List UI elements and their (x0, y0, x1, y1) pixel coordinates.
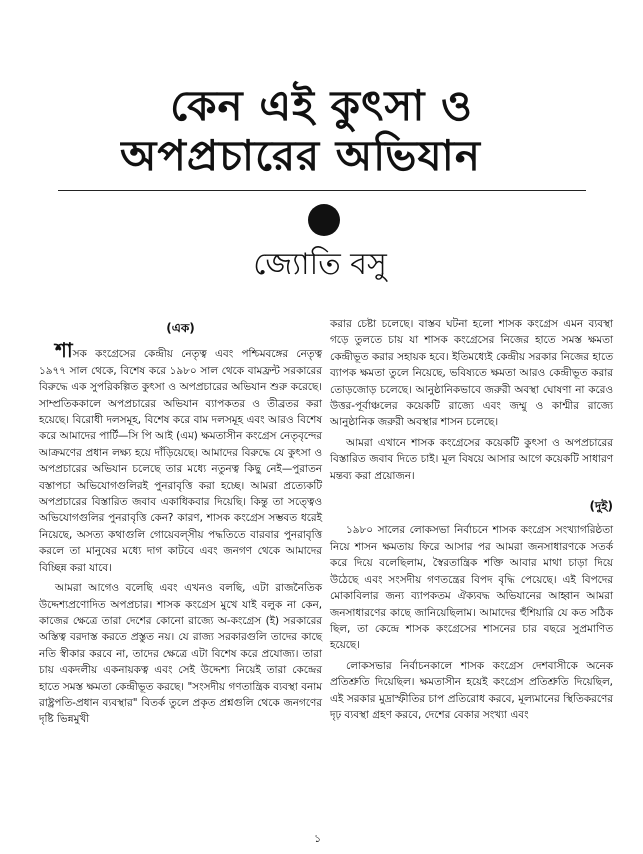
headline-line-2: অপপ্রচারের অভিযান (120, 131, 481, 180)
section-heading-one: (এক) (166, 321, 195, 335)
title-divider (58, 190, 586, 191)
paragraph: আমরা এখানে শাসক কংগ্রেসের কয়েকটি কুৎসা ও অপপ্রচারের বিস্তারিত জবাব দিতে চাই। মূল বিষয়ে আসার আগে কয়েকটি সাধারণ মন্তব্য করা প্রয়োজন। (330, 436, 613, 482)
right-column (330, 316, 613, 727)
left-column (39, 316, 322, 732)
section-heading-two: (দুই) (589, 499, 613, 514)
ornament-dot (308, 204, 340, 236)
paragraph: ১৯৮০ সালের লোকসভা নির্বাচনে শাসক কংগ্রেস সংখ্যাগরিষ্ঠতা নিয়ে শাসন ক্ষমতায় ফিরে আসার পর আমরা জনসাধারণকে সতর্ক করে দিয়ে বলেছিলাম, স্বৈরতান্ত্রিক শক্তি আবার মাথা চাড়া দিয়ে উঠেছে এবং সংসদীয় গণতন্ত্রের বিপদ বৃদ্ধি পেয়েছে। এই বিপদের মোকাবিলার জন্য ব্যাপকতম ঐক্যবদ্ধ অভিযানের আহ্বান আমরা জনসাধারণের কাছে জানিয়েছিলাম। আমাদের হুঁশিয়ারি যে কত সঠিক ছিল, তা কেন্দ্রে শাসক কংগ্রেসের শাসনের চার বছরে সুপ্রমাণিত হয়েছে। (330, 524, 613, 652)
drop-cap: শা (55, 338, 73, 363)
page-number: ১ (314, 832, 322, 845)
paragraph: আমরা আগেও বলেছি এবং এখনও বলছি, এটা রাজনৈতিক উদ্দেশ্যপ্রণোদিত অপপ্রচার। শাসক কংগ্রেস মুখে যাই বলুক না কেন, কাজের ক্ষেত্রে তারা দেশের কোনো রাজ্যে অ-কংগ্রেস (ই) সরকারের অস্তিত্ব বরদাস্ত করতে প্রস্তুত নয়। যে রাজ্য সরকারগুলি তাদের কাছে নতি স্বীকার করবে না, তাদের ক্ষেত্রে এটা বিশেষ করে প্রযোজ্য। তারা চায় একদলীয় একনায়কত্ব এবং সেই উদ্দেশ্য নিয়েই তারা কেন্দ্রের হাতে সমস্ত ক্ষমতা কেন্দ্রীভূত করছে। "সংসদীয় গণতান্ত্রিক ব্যবস্থা বনাম রাষ্ট্রপতি-প্রধান ব্যবস্থার" বিতর্ক তুলে প্রকৃত প্রশ্নগুলি থেকে জনগণের দৃষ্টি ভিন্নমুখী (39, 582, 322, 726)
paragraph (39, 338, 322, 576)
headline-line-1: কেন এই কুৎসা ও (170, 81, 473, 130)
paragraph: লোকসভার নির্বাচনকালে শাসক কংগ্রেস দেশবাসীকে অনেক প্রতিশ্রুতি দিয়েছিল। ক্ষমতাসীন হয়েই কংগ্রেস প্রতিশ্রুতি দিয়েছিল, এই সরকার মুদ্রাস্ফীতির চাপ প্রতিরোধ করবে, মূল্যমানের স্থিতিকরণের দৃঢ় ব্যবস্থা গ্রহণ করবে, দেশের বেকার সংখ্যা এবং (330, 659, 613, 721)
author-name: জ্যোতি বসু (253, 247, 387, 282)
paragraph: করার চেষ্টা চলেছে। বাস্তব ঘটনা হলো শাসক কংগ্রেস এমন ব্যবস্থা গড়ে তুলতে চায় যা শাসক কংগ্রেসের নিজের হাতে সমস্ত ক্ষমতা কেন্দ্রীভূত করার সহায়ক হবে। ইতিমধ্যেই কেন্দ্রীয় সরকার নিজের হাতে ব্যাপক ক্ষমতা তুলে নিয়েছে, ভবিষ্যতে ক্ষমতা আরও কেন্দ্রীভূত করার তোড়জোড় চলেছে। আনুষ্ঠানিকভাবে জরুরী অবস্থা ঘোষণা না করেও উত্তর-পূর্বাঞ্চলের কয়েকটি রাজ্যে এবং জম্মু ও কাশ্মীর রাজ্যে আনুষ্ঠানিক জরুরী অবস্থার শাসন চলেছে। (330, 318, 613, 429)
paragraph-text: সক কংগ্রেসের কেন্দ্রীয় নেতৃত্ব এবং পশ্চিমবঙ্গের নেতৃত্ব ১৯৭৭ সাল থেকে, বিশেষ করে ১৯৮০ সাল থেকে বামফ্রন্ট সরকারের বিরুদ্ধে এক সুপরিকল্পিত কুৎসা ও অপপ্রচারের অভিযান শুরু করেছে। সাম্প্রতিককালে অপপ্রচারের অভিযান ব্যাপকতর ও তীব্রতর করা হয়েছে। বিরোধী দলসমূহ, বিশেষ করে বাম দলসমূহ এবং আরও বিশেষ করে আমাদের পার্টি—সি পি আই (এম) ক্ষমতাসীন কংগ্রেস নেতৃবৃন্দের আক্রমণের প্রধান লক্ষ্য হয়ে দাঁড়িয়েছে। আমাদের বিরুদ্ধে যে কুৎসা ও অপপ্রচারের অভিযান চলেছে তার মধ্যে নতুনত্ব কিছু নেই—পুরাতন বস্তাপচা অভিযোগগুলিরই পুনরাবৃত্তি করা হচ্ছে। আমরা প্রত্যেকটি অপপ্রচারের বিস্তারিত জবাব একাধিকবার দিয়েছি। কিন্তু তা সত্ত্বেও অভিযোগগুলির পুনরাবৃত্তি কেন? কারণ, শাসক কংগ্রেস সম্ভবত ধরেই নিয়েছে, অসত্য কথাগুলি গোয়েবল্‌সীয় পদ্ধতিতে বারবার পুনরাবৃত্তি করলে তা মানুষের মধ্যে দাগ কাটবে এবং জনগণ থেকে আমাদের বিচ্ছিন্ন করা যাবে। (39, 348, 322, 574)
